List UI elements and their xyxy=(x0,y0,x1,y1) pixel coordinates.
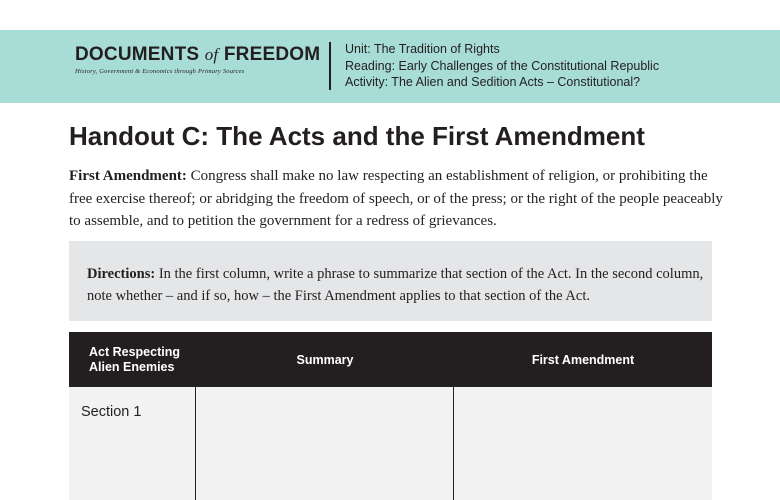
directions-label: Directions: xyxy=(87,266,156,282)
brand-logo xyxy=(75,44,321,75)
header-banner xyxy=(0,30,780,103)
brand-title-part1: DOCUMENTS xyxy=(75,44,200,65)
brand-title xyxy=(75,44,321,66)
first-amendment-label: First Amendment: xyxy=(69,168,187,184)
header-divider xyxy=(329,42,331,90)
row-label-section-1: Section 1 xyxy=(81,404,142,420)
table-header xyxy=(69,332,712,387)
column-header-first-amendment: First Amendment xyxy=(531,352,635,367)
directions-text xyxy=(87,263,707,307)
first-amendment-body: Congress shall make no law respecting an establishment of religion, or prohibiting the free exercise thereof; or abridging the freedom of speech, or of the press; or the right of the people peaceably to assemble, and to petition the government for a redress of grievances. xyxy=(69,168,723,229)
column-header-summary: Summary xyxy=(296,352,354,367)
first-amendment-text xyxy=(69,165,729,233)
brand-title-part2: FREEDOM xyxy=(223,44,321,65)
table-row xyxy=(69,387,712,500)
unit-info xyxy=(345,41,659,91)
directions-body: In the first column, write a phrase to summarize that section of the Act. In the second column, note whether – and if so, how – the First Amendment applies to that section of the Act. xyxy=(87,266,704,304)
brand-title-of: of xyxy=(204,45,219,64)
unit-line: Unit: The Tradition of Rights xyxy=(345,42,500,56)
first-amendment-cell-section-1[interactable] xyxy=(454,387,712,500)
summary-cell-section-1[interactable] xyxy=(196,387,453,500)
brand-subtitle: History, Government & Economics through Primary Sources xyxy=(75,68,245,75)
worksheet-table xyxy=(69,332,712,500)
activity-line: Activity: The Alien and Sedition Acts – Constitutional? xyxy=(345,75,641,89)
directions-box xyxy=(69,241,712,321)
reading-line: Reading: Early Challenges of the Constitutional Republic xyxy=(345,58,660,73)
column-header-act: Act Respecting Alien Enemies xyxy=(89,344,180,374)
page-title: Handout C: The Acts and the First Amendment xyxy=(69,121,645,151)
